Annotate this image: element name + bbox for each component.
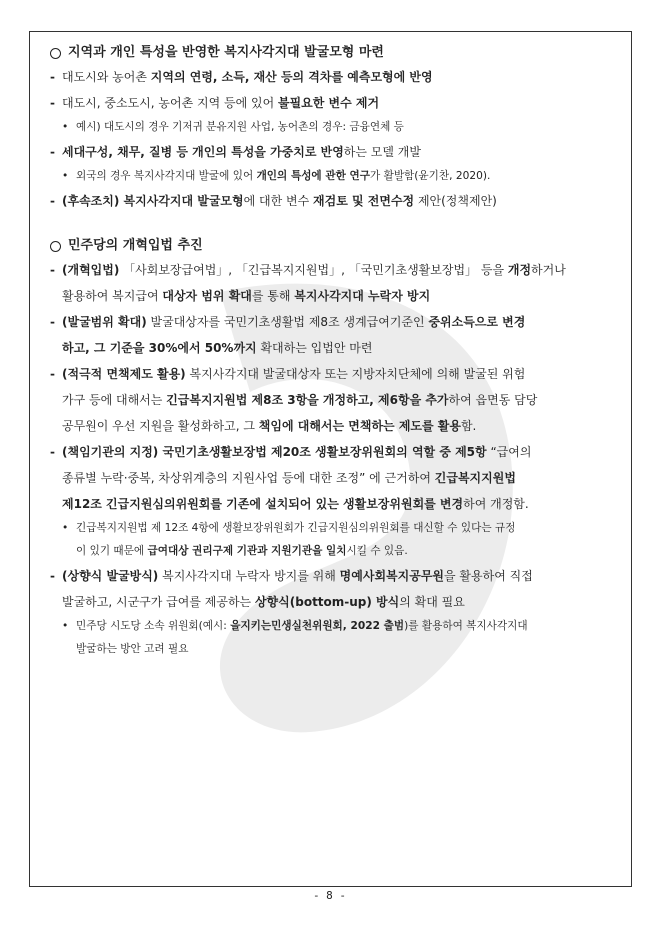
- circle-bullet-icon: [50, 48, 61, 59]
- section-title-2: 민주당의 개혁입법 추진: [50, 235, 613, 257]
- bullet-item: - 대도시, 중소도시, 농어촌 지역 등에 있어 불필요한 변수 제거: [50, 96, 380, 110]
- note-item: • 외국의 경우 복지사각지대 발굴에 있어 개인의 특성에 관한 연구가 활발함(윤기찬, 2020).: [62, 170, 491, 182]
- bullet-item: - (책임기관의 지정) 국민기초생활보장법 제20조 생활보장위원회의 역할 중 제5항 “급여의 종류별 누락·중복, 차상위계층의 지원사업 등에 대한 조정” 에 근거하여 긴급복지지원법 제12조 긴급지원심의위원회를 기존에 설치되어 있는 생활보장위원회를 변경하여 개정함.: [50, 445, 532, 511]
- bullet-item: - (발굴범위 확대) 발굴대상자를 국민기초생활법 제8조 생계급여기준인 중위소득으로 변경 하고, 그 기준을 30%에서 50%까지 확대하는 입법안 마련: [50, 315, 526, 355]
- bullet-item: - 세대구성, 채무, 질병 등 개인의 특성을 가중치로 반영하는 모델 개발: [50, 145, 421, 159]
- bullet-item: - (적극적 면책제도 활용) 복지사각지대 발굴대상자 또는 지방자치단체에 의해 발굴된 위험 가구 등에 대해서는 긴급복지지원법 제8조 3항을 개정하고, 제6항을 추가하여 읍면동 담당 공무원이 우선 지원을 활성화하고, 그 책임에 대해서는 면책하는 제도를 활용함.: [50, 367, 538, 433]
- bullet-item: - (개혁입법) 「사회보장급여법」, 「긴급복지지원법」, 「국민기초생활보장법」 등을 개정하거나 활용하여 복지급여 대상자 범위 확대를 통해 복지사각지대 누락자 방지: [50, 263, 566, 303]
- note-item: • 긴급복지지원법 제 12조 4항에 생활보장위원회가 긴급지원심의위원회를 대신할 수 있다는 규정 이 있기 때문에 급여대상 권리구제 기관과 지원기관을 일치시킬 수 있음.: [62, 522, 516, 557]
- section-title-1: 지역과 개인 특성을 반영한 복지사각지대 발굴모형 마련: [50, 42, 613, 64]
- page-number: - 8 -: [312, 889, 347, 902]
- note-item: • 예시) 대도시의 경우 기저귀 분유지원 사업, 농어촌의 경우: 금융연체 등: [62, 121, 404, 133]
- bullet-item: - (상향식 발굴방식) 복지사각지대 누락자 방지를 위해 명예사회복지공무원을 활용하여 직접 발굴하고, 시군구가 급여를 제공하는 상향식(bottom-up) 방식의 확대 필요: [50, 569, 533, 609]
- note-item: • 민주당 시도당 소속 위원회(예시: 을지키는민생실천위원회, 2022 출범)를 활용하여 복지사각지대 발굴하는 방안 고려 필요: [62, 620, 528, 655]
- page-frame: [29, 31, 632, 887]
- circle-bullet-icon: [50, 241, 61, 252]
- bullet-item: - 대도시와 농어촌 지역의 연령, 소득, 재산 등의 격차를 예측모형에 반영: [50, 70, 433, 84]
- bullet-item: - (후속조치) 복지사각지대 발굴모형에 대한 변수 재검토 및 전면수정 제안(정책제안): [50, 194, 497, 208]
- document-body: [30, 32, 631, 661]
